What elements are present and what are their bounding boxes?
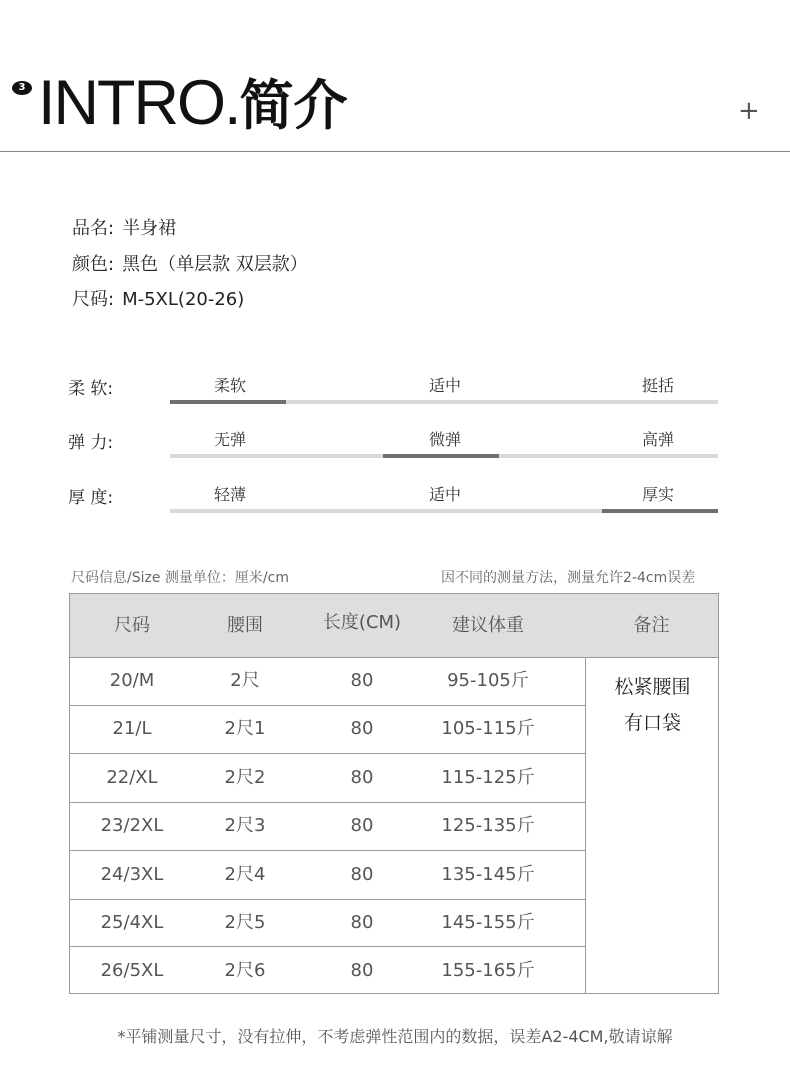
- cell-size: 26/5XL: [100, 960, 164, 981]
- remark-pockets: 有口袋: [623, 712, 681, 734]
- title-cn: 简介: [239, 74, 348, 137]
- title-en: INTRO.: [38, 68, 240, 138]
- cell-length: 80: [350, 815, 374, 836]
- elasticity-label: 弹 力:: [68, 433, 114, 453]
- softness-option-soft: 柔软: [213, 376, 246, 395]
- cell-size: 22/XL: [106, 767, 158, 788]
- cell-size: 23/2XL: [100, 815, 164, 836]
- softness-option-stiff: 挺括: [641, 376, 674, 395]
- remark-elastic-waist: 松紧腰围: [614, 676, 691, 698]
- product-color-label: 颜色:: [72, 254, 115, 275]
- softness-track: [170, 400, 718, 404]
- product-name-label: 品名:: [72, 218, 115, 239]
- cell-weight: 95-105斤: [447, 670, 529, 691]
- cell-weight: 115-125斤: [441, 767, 535, 788]
- size-info-note: 尺码信息/Size 测量单位：厘米/cm: [71, 570, 289, 586]
- header-waist: 腰围: [227, 615, 263, 636]
- thickness-option-thick: 厚实: [641, 485, 674, 504]
- cell-size: 21/L: [112, 718, 152, 739]
- cell-weight: 125-135斤: [441, 815, 535, 836]
- page-title: [38, 68, 348, 138]
- cell-weight: 105-115斤: [441, 718, 535, 739]
- softness-label: 柔 软:: [68, 379, 114, 399]
- product-color-value: 黑色（单层款 双层款）: [122, 254, 308, 275]
- cell-waist: 2尺6: [224, 960, 266, 981]
- elasticity-option-high: 高弹: [641, 430, 674, 449]
- softness-indicator: [170, 400, 286, 404]
- cell-waist: 2尺5: [224, 912, 266, 933]
- cell-size: 24/3XL: [100, 864, 164, 885]
- cell-waist: 2尺3: [224, 815, 266, 836]
- elasticity-indicator: [383, 454, 499, 458]
- elasticity-track: [170, 454, 718, 458]
- header-weight: 建议体重: [452, 615, 524, 636]
- product-size-line: [72, 286, 244, 314]
- footer-disclaimer: *平铺测量尺寸，没有拉伸，不考虑弹性范围内的数据，误差A2-4CM,敬请谅解: [117, 1027, 673, 1046]
- cell-size: 20/M: [109, 670, 155, 691]
- cell-length: 80: [350, 767, 374, 788]
- header-divider: [0, 151, 790, 152]
- product-name-line: [72, 215, 176, 243]
- cell-waist: 2尺4: [224, 864, 266, 885]
- section-number-badge: 3: [12, 81, 32, 95]
- thickness-option-medium: 适中: [428, 485, 461, 504]
- cell-waist: 2尺2: [224, 767, 266, 788]
- cell-length: 80: [350, 912, 374, 933]
- header-remark: 备注: [633, 615, 670, 636]
- product-size-label: 尺码:: [72, 289, 115, 310]
- table-row: [70, 899, 585, 947]
- table-row: [70, 754, 585, 803]
- header-size: 尺码: [114, 615, 150, 636]
- product-color-line: [72, 251, 308, 279]
- thickness-label: 厚 度:: [68, 488, 114, 508]
- thickness-track: [170, 509, 718, 513]
- table-row: [70, 705, 585, 754]
- measurement-tolerance-note: 因不同的测量方法，测量允许2-4cm误差: [441, 570, 696, 586]
- size-table: [69, 593, 719, 994]
- remark-cell: [585, 657, 719, 993]
- cell-length: 80: [350, 864, 374, 885]
- cell-weight: 135-145斤: [441, 864, 535, 885]
- softness-option-medium: 适中: [428, 376, 461, 395]
- elasticity-option-none: 无弹: [213, 430, 246, 449]
- cell-length: 80: [350, 670, 374, 691]
- table-header: [70, 594, 718, 658]
- cell-waist: 2尺: [230, 670, 260, 691]
- table-row: [70, 947, 585, 994]
- product-size-value: M-5XL(20-26): [122, 289, 245, 310]
- cell-length: 80: [350, 718, 374, 739]
- cell-waist: 2尺1: [224, 718, 266, 739]
- elasticity-option-slight: 微弹: [428, 430, 461, 449]
- cell-length: 80: [350, 960, 374, 981]
- table-row: [70, 657, 585, 706]
- plus-icon: +: [738, 96, 760, 126]
- header-length: 长度(CM): [322, 612, 402, 633]
- thickness-option-thin: 轻薄: [213, 485, 246, 504]
- table-row: [70, 802, 585, 851]
- thickness-indicator: [602, 509, 718, 513]
- product-name-value: 半身裙: [122, 218, 177, 239]
- table-row: [70, 851, 585, 900]
- cell-size: 25/4XL: [100, 912, 164, 933]
- cell-weight: 145-155斤: [441, 912, 535, 933]
- cell-weight: 155-165斤: [441, 960, 535, 981]
